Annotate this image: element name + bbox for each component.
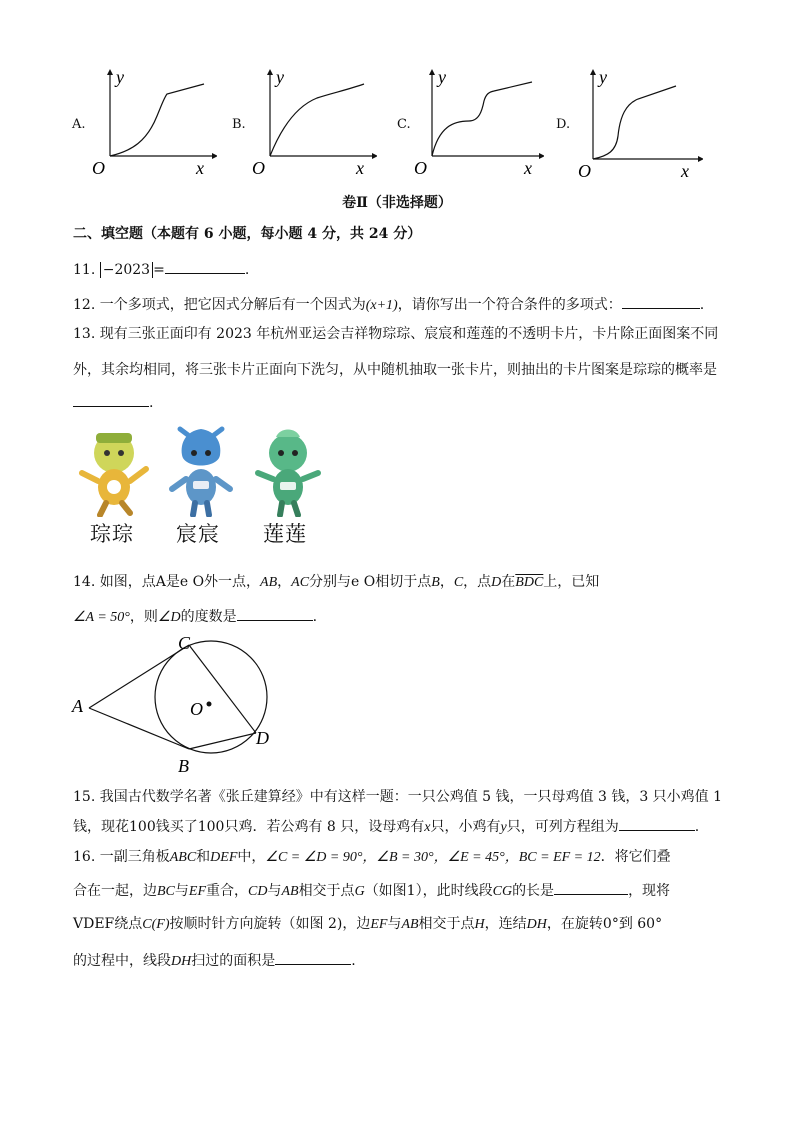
q13-line1: 13. 现有三张正面印有 2023 年杭州亚运会吉祥物琮琮、宸宸和莲莲的不透明卡片，卡片除正面图案不同 xyxy=(73,326,719,342)
q14-b: B xyxy=(431,575,440,590)
q16-l4b: 扫过的面积是 xyxy=(191,953,276,969)
option-a-x: x xyxy=(196,158,204,178)
q14-sep2: ， xyxy=(439,574,454,590)
q16-l2c: 重合， xyxy=(206,883,248,899)
q14-ac: AC xyxy=(291,575,310,590)
q16-cd: CD xyxy=(248,884,268,899)
q15-l2c: 只鸡．若公鸡有 8 只，设母鸡有 xyxy=(224,819,425,835)
option-a-y: y xyxy=(116,67,124,87)
figure-14 xyxy=(66,630,286,778)
option-b-x: x xyxy=(356,158,364,178)
q14-p4: 相切于点 xyxy=(375,574,432,590)
q14-p3: 分别与 xyxy=(309,574,352,590)
q16-l2h: ，现将 xyxy=(628,883,671,899)
q14-arc: $\overline{BDC}$ xyxy=(515,575,544,590)
q16-l3a: VDEF xyxy=(73,916,115,932)
q16-l2a: 合在一起，边 xyxy=(73,883,157,899)
q14-p6: 在 xyxy=(501,574,516,590)
q16-l1b: 中， xyxy=(237,849,266,865)
q13-end: . xyxy=(149,395,154,411)
option-a-graph xyxy=(92,66,217,181)
q15-line2 xyxy=(73,816,699,838)
option-b-graph xyxy=(252,66,377,181)
q11-answer-blank[interactable] xyxy=(165,259,245,274)
q16-l2g: 的长是 xyxy=(512,883,555,899)
mascot-chenchen-label: 宸宸 xyxy=(176,522,220,546)
q16-line1 xyxy=(73,847,671,868)
q14-p2: 外一点， xyxy=(204,574,261,590)
fig14-label-a: A xyxy=(72,696,83,716)
q14-line2 xyxy=(73,606,317,628)
q12-factor: (x+1) xyxy=(365,298,398,313)
option-b-y: y xyxy=(276,67,284,87)
q16-dh: DH xyxy=(526,917,547,932)
option-c-o: O xyxy=(414,158,427,178)
q14-p7: 上，已知 xyxy=(543,574,600,590)
q16-l3b: 绕点 xyxy=(114,916,143,932)
q11-number: 11. xyxy=(73,262,96,278)
q15-l2a: 钱，现花 xyxy=(73,819,129,835)
q16-answer-blank-2[interactable] xyxy=(275,950,351,965)
mascot-chenchen-image xyxy=(166,425,236,517)
q14-then: ，则 xyxy=(129,609,158,625)
q12-text: 12. 一个多项式，把它因式分解后有一个因式为 xyxy=(73,297,366,313)
q16-cg: CG xyxy=(492,884,513,899)
q11-abs-expr: −2023 xyxy=(100,262,153,278)
q16-ab3: AB xyxy=(401,917,419,932)
option-a-o: O xyxy=(92,158,105,178)
q15-x: x xyxy=(424,820,431,835)
q16-l4a: 的过程中，线段 xyxy=(73,953,171,969)
q16-l1c: ．将它们叠 xyxy=(600,849,671,865)
q16-l2f: （如图1），此时线段 xyxy=(364,883,493,899)
q16-h: H xyxy=(474,917,485,932)
q16-l2b: 与 xyxy=(174,883,189,899)
q16-ef: EF xyxy=(188,884,206,899)
q16-line3 xyxy=(73,914,662,935)
q14-answer-blank[interactable] xyxy=(237,606,313,621)
q14-circle1: e O xyxy=(179,574,205,590)
q16-abc: ABC xyxy=(169,850,197,865)
q16-end: . xyxy=(351,953,356,969)
q16-l2e: 相交于点 xyxy=(298,883,355,899)
q13-answer-blank[interactable] xyxy=(73,392,149,407)
option-c-label: C. xyxy=(397,117,411,132)
q11-end: . xyxy=(244,262,250,278)
q14-line1 xyxy=(73,572,599,593)
q14-sep: ， xyxy=(277,574,292,590)
q16-l3g: ，在旋转0°到 60° xyxy=(546,916,663,932)
option-c-y: y xyxy=(438,67,446,87)
q15-answer-blank[interactable] xyxy=(619,816,695,831)
q16-l3c: 按顺时针方向旋转（如图 2)，边 xyxy=(169,916,371,932)
q16-cf: C(F) xyxy=(142,917,170,932)
mascot-congcong-label: 琮琮 xyxy=(90,522,134,546)
q16-bc: BC xyxy=(157,884,175,899)
q14-d: D xyxy=(491,575,502,590)
q15-n1: 100 xyxy=(129,819,156,835)
q15-l2e: 只，可列方程组为 xyxy=(506,819,619,835)
q13-line3 xyxy=(73,392,153,413)
question-12 xyxy=(73,294,704,316)
q16-l2d: 与 xyxy=(267,883,282,899)
q15-n2: 100 xyxy=(197,819,225,835)
fig14-label-o: O xyxy=(190,699,203,719)
q16-l1a: 16. 一副三角板 xyxy=(73,849,170,865)
q16-ef2: EF xyxy=(370,917,388,932)
option-d-graph xyxy=(578,66,703,184)
q16-l3d: 与 xyxy=(387,916,402,932)
q16-l3f: ，连结 xyxy=(484,916,527,932)
q16-ab: AB xyxy=(281,884,299,899)
q15-l2b: 钱买了 xyxy=(155,819,198,835)
option-b-o: O xyxy=(252,158,265,178)
q16-def: DEF xyxy=(210,850,238,865)
option-d-o: O xyxy=(578,161,591,181)
q13-line2: 外，其余均相同，将三张卡片正面向下洗匀，从中随机抽取一张卡片，则抽出的卡片图案是琮琮的概率是 xyxy=(73,362,717,378)
option-c-x: x xyxy=(524,158,532,178)
option-a-label: A. xyxy=(72,117,86,132)
mascot-lianlian-image xyxy=(252,425,324,517)
option-c-graph xyxy=(414,66,544,181)
volume-title: 卷Ⅱ（非选择题） xyxy=(342,195,452,211)
q15-end: . xyxy=(694,819,700,835)
q16-line4 xyxy=(73,950,356,972)
q14-ab: AB xyxy=(260,575,278,590)
q14-circle2: e O xyxy=(351,574,376,590)
q16-cond: ∠C = ∠D = 90°，∠B = 30°，∠E = 45°，BC = EF = 12 xyxy=(265,850,601,865)
option-d-x: x xyxy=(681,161,689,181)
q16-answer-blank-1[interactable] xyxy=(554,880,628,895)
option-b-label: B. xyxy=(232,117,246,132)
q14-ask: 的度数是 xyxy=(180,609,237,625)
question-11 xyxy=(73,259,249,280)
q14-angle-d: ∠D xyxy=(157,610,181,625)
option-d-y: y xyxy=(599,67,607,87)
fig14-label-d: D xyxy=(256,728,269,748)
q14-angle-a: ∠A = 50° xyxy=(73,610,130,625)
q15-y: y xyxy=(500,820,507,835)
q11-eq: = xyxy=(153,262,165,278)
fig14-label-c: C xyxy=(178,633,191,653)
q14-p1: 14. 如图，点A是 xyxy=(73,574,180,590)
q16-g: G xyxy=(354,884,365,899)
q16-line2 xyxy=(73,880,670,902)
option-d-label: D. xyxy=(556,117,571,132)
q16-and: 和 xyxy=(196,849,211,865)
q16-l3e: 相交于点 xyxy=(418,916,475,932)
q12-answer-blank[interactable] xyxy=(622,294,700,309)
q12-end: . xyxy=(699,297,705,313)
section-title: 二、填空题（本题有 6 小题，每小题 4 分，共 24 分） xyxy=(73,226,422,242)
mascot-congcong-image xyxy=(74,425,154,517)
fig14-label-b: B xyxy=(178,756,189,776)
q14-end: . xyxy=(312,609,318,625)
q14-c: C xyxy=(453,575,464,590)
q14-p5: ，点 xyxy=(463,574,492,590)
q16-dh2: DH xyxy=(171,954,192,969)
q15-line1: 15. 我国古代数学名著《张丘建算经》中有这样一题：一只公鸡值 5 钱，一只母鸡值 3 钱，3 只小鸡值 1 xyxy=(73,789,723,805)
mascot-lianlian-label: 莲莲 xyxy=(263,522,307,546)
q15-l2d: 只，小鸡有 xyxy=(430,819,501,835)
q12-rest: ，请你写出一个符合条件的多项式： xyxy=(397,297,622,313)
